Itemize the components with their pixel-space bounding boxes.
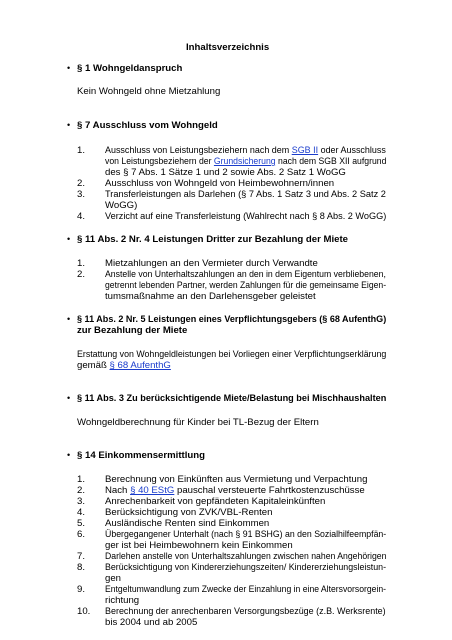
section-text-11-2-5: Erstattung von Wohngeldleistungen bei Vorliegen einer Verpflichtungserklärung	[77, 349, 387, 360]
section-text-11-3: Wohngeldberechnung für Kinder bei TL-Bezug der Eltern	[77, 417, 319, 428]
list-item-text: Anstelle von Unterhaltszahlungen an den in dem Eigentum verbliebenen,	[105, 269, 386, 280]
list-item-text: WoGG)	[105, 200, 138, 211]
list-item-text: Anrechenbarkeit von gepfändeten Kapitaleinkünften	[105, 496, 326, 507]
link-40-estg[interactable]: § 40 EStG	[130, 485, 175, 496]
section-heading-11-2-5-cont: zur Bezahlung der Miete	[77, 325, 188, 336]
section-heading-11-2-5: § 11 Abs. 2 Nr. 5 Leistungen eines Verpflichtungsgebers (§ 68 AufenthG)	[77, 314, 387, 325]
section-heading-11-2-4: § 11 Abs. 2 Nr. 4 Leistungen Dritter zur Bezahlung der Miete	[77, 234, 348, 245]
list-item-text: gen	[105, 573, 122, 584]
list-item-text: Mietzahlungen an den Vermieter durch Verwandte	[105, 258, 318, 269]
list-number: 1.	[77, 145, 86, 156]
list-item-text: Berücksichtigung von Kindererziehungszeiten/ Kindererziehungsleistun-	[105, 562, 387, 573]
list-number: 3.	[77, 189, 86, 200]
list-item-text: Ausschluss von Leistungsbeziehern nach dem SGB II oder Ausschluss	[105, 145, 386, 156]
list-item-text: des § 7 Abs. 1 Sätze 1 und 2 sowie Abs. 2 Satz 1 WoGG	[105, 167, 346, 178]
list-number: 6.	[77, 529, 86, 540]
section-text-1: Kein Wohngeld ohne Mietzahlung	[77, 86, 221, 97]
section-heading-7: § 7 Ausschluss vom Wohngeld	[77, 120, 218, 131]
section-heading-14: § 14 Einkommensermittlung	[77, 450, 205, 461]
link-sgb-ii[interactable]: SGB II	[291, 145, 319, 156]
list-number: 5.	[77, 518, 86, 529]
section-heading-11-3: § 11 Abs. 3 Zu berücksichtigende Miete/Belastung bei Mischhaushalten	[77, 393, 387, 404]
page-title: Inhaltsverzeichnis	[186, 42, 270, 53]
list-item-text: Berücksichtigung von ZVK/VBL-Renten	[105, 507, 273, 518]
list-item-text: bis 2004 und ab 2005	[105, 617, 198, 628]
list-item-text: Nach § 40 EStG pauschal versteuerte Fahrtkostenzuschüsse	[105, 485, 365, 496]
list-item-text: Ausschluss von Wohngeld von Heimbewohnern/innen	[105, 178, 335, 189]
bullet-icon: •	[67, 120, 71, 130]
list-item-text: von Leistungsbeziehern der Grundsicherung nach dem SGB XII aufgrund	[105, 156, 387, 167]
list-item-text: getrennt lebenden Partner, werden Zahlungen für die gemeinsame Eigen-	[105, 280, 387, 291]
list-number: 2.	[77, 269, 86, 280]
list-number: 8.	[77, 562, 86, 573]
link-grundsicherung[interactable]: Grundsicherung	[213, 156, 276, 167]
list-item-text: Darlehen anstelle von Unterhaltszahlungen zwischen nahen Angehörigen	[105, 551, 387, 562]
list-number: 9.	[77, 584, 86, 595]
list-item-text: Berechnung von Einkünften aus Vermietung und Verpachtung	[105, 474, 368, 485]
list-number: 7.	[77, 551, 86, 562]
section-heading-1: § 1 Wohngeldanspruch	[77, 63, 183, 74]
list-item-text: ger ist bei Heimbewohnern kein Einkommen	[105, 540, 293, 551]
section-text-11-2-5-cont: gemäß § 68 AufenthG	[77, 360, 171, 371]
link-68-aufenthg[interactable]: § 68 AufenthG	[109, 360, 171, 371]
list-item-text: Berechnung der anrechenbaren Versorgungsbezüge (z.B. Werksrente)	[105, 606, 386, 617]
list-item-text: richtung	[105, 595, 140, 606]
list-item-text: Verzicht auf eine Transferleistung (Wahlrecht nach § 8 Abs. 2 WoGG)	[105, 211, 387, 222]
list-item-text: Entgeltumwandlung zum Zwecke der Einzahlung in eine Altersvorsorgein-	[105, 584, 387, 595]
bullet-icon: •	[67, 63, 71, 73]
list-item-text: Transferleistungen als Darlehen (§ 7 Abs. 1 Satz 3 und Abs. 2 Satz 2	[105, 189, 386, 200]
list-number: 4.	[77, 211, 86, 222]
list-item-text: Übergegangener Unterhalt (nach § 91 BSHG) an den Sozialhilfeempfän-	[105, 529, 387, 540]
list-item-text: tumsmaßnahme an den Darlehensgeber geleistet	[105, 291, 316, 302]
bullet-icon: •	[67, 314, 71, 324]
list-number: 2.	[77, 485, 86, 496]
bullet-icon: •	[67, 450, 71, 460]
list-number: 4.	[77, 507, 86, 518]
bullet-icon: •	[67, 393, 71, 403]
list-number: 1.	[77, 258, 86, 269]
list-number: 1.	[77, 474, 86, 485]
list-number: 2.	[77, 178, 86, 189]
bullet-icon: •	[67, 234, 71, 244]
list-number: 3.	[77, 496, 86, 507]
list-number: 10.	[77, 606, 91, 617]
list-item-text: Ausländische Renten sind Einkommen	[105, 518, 270, 529]
